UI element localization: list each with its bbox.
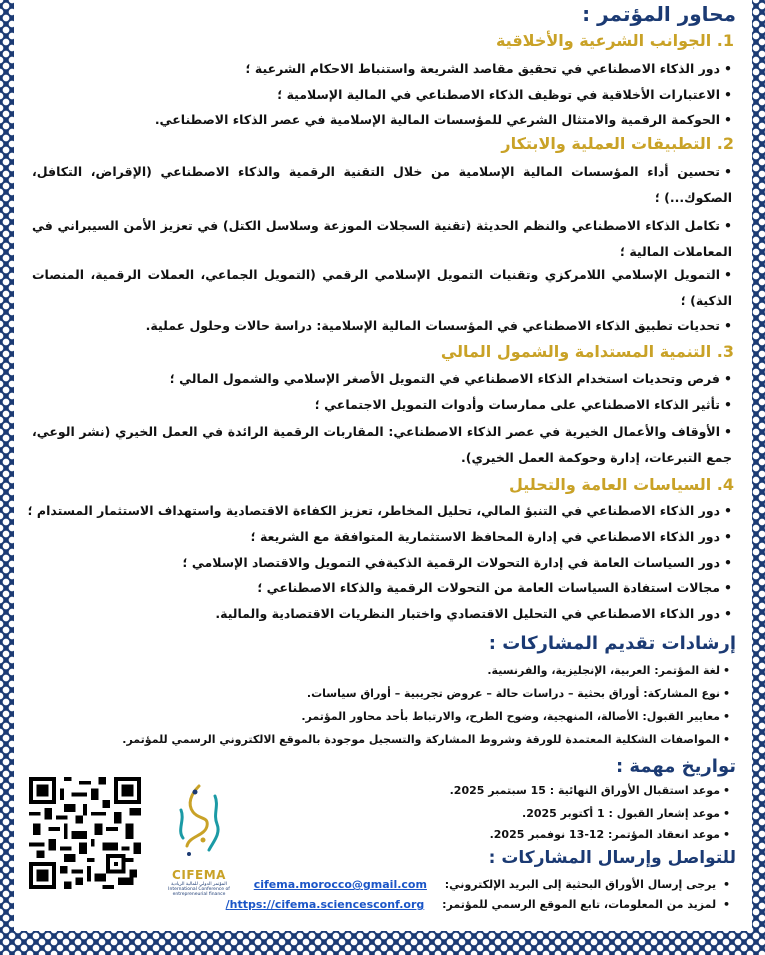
list-item: • موعد استقبال الأوراق النهائية : 15 سبتمبر 2025. bbox=[450, 780, 730, 802]
guidelines-heading: إرشادات تقديم المشاركات : bbox=[488, 633, 736, 654]
list-item: • فرص وتحديات استخدام الذكاء الاصطناعي في التمويل الأصغر الإسلامي والشمول المالي ؛ bbox=[170, 366, 732, 392]
list-item: • التمويل الإسلامي اللامركزي وتقنيات التمويل الإسلامي الرقمي (التمويل الجماعي، العملات الرقمية، المنصات الذكية) ؛ bbox=[32, 262, 732, 314]
section-2-title: 2. التطبيقات العملية والابتكار bbox=[501, 134, 734, 153]
flyer-page bbox=[14, 0, 752, 931]
section-1-title: 1. الجوانب الشرعية والأخلاقية bbox=[495, 31, 734, 50]
contact-heading: للتواصل وإرسال المشاركات : bbox=[488, 848, 736, 868]
list-item: • تكامل الذكاء الاصطناعي والنظم الحديثة (تقنية السجلات الموزعة وسلاسل الكتل) في تعزيز الأمن السيبراني في المعاملات المالية ؛ bbox=[32, 213, 732, 265]
logo-calligraphy-icon bbox=[169, 780, 229, 862]
list-item: • دور الذكاء الاصطناعي في التحليل الاقتصادي واختبار النظريات الاقتصادية والمالية. bbox=[215, 601, 732, 627]
qr-code-icon bbox=[29, 774, 141, 892]
logo-acronym: CIFEMA bbox=[172, 868, 226, 882]
email-label: يرجى إرسال الأوراق البحثية إلى البريد الإلكتروني: bbox=[444, 878, 717, 891]
section-4-title: 4. السياسات العامة والتحليل bbox=[508, 475, 734, 494]
list-item: • دور السياسات العامة في إدارة التحولات الرقمية الذكيةفي التمويل والاقتصاد الإسلامي ؛ bbox=[183, 550, 733, 576]
site-label: لمزيد من المعلومات، تابع الموقع الرسمي للمؤتمر: bbox=[442, 898, 717, 911]
list-item: • دور الذكاء الاصطناعي في تحقيق مقاصد الشريعة واستنباط الاحكام الشرعية ؛ bbox=[246, 56, 732, 82]
list-item: • مجالات استفادة السياسات العامة من التحولات الرقمية والذكاء الاصطناعي ؛ bbox=[257, 575, 732, 601]
list-item: • تأثير الذكاء الاصطناعي على ممارسات وأدوات التمويل الاجتماعي ؛ bbox=[315, 392, 732, 418]
logo-subtitle-en: International Conference of entrepreneurial finance bbox=[168, 887, 230, 897]
list-item: • لغة المؤتمر: العربية، الإنجليزية، والفرنسية. bbox=[487, 660, 730, 682]
cifema-logo bbox=[164, 780, 234, 906]
website-link[interactable]: https://cifema.sciencesconf.org/ bbox=[225, 898, 425, 911]
dates-heading: تواريخ مهمة : bbox=[615, 756, 736, 777]
list-item: • نوع المشاركة: أوراق بحثية – دراسات حالة – عروض تجريبية – أوراق سياسات. bbox=[307, 683, 730, 705]
list-item: • تحسين أداء المؤسسات المالية الإسلامية من خلال التقنية الرقمية والذكاء الاصطناعي (الإقراض، التكافل، الصكوك...) ؛ bbox=[32, 159, 732, 211]
list-item: • الأوقاف والأعمال الخيرية في عصر الذكاء الاصطناعي: المقاربات الرقمية الرائدة في العمل الخيري (نشر الوعي، جمع التبرعات، إدارة وحوكمة العمل الخيري). bbox=[32, 419, 732, 471]
list-item: • دور الذكاء الاصطناعي في التنبؤ المالي، تحليل المخاطر، تعزيز الكفاءة الاقتصادية واستهداف الاستثمار المستدام ؛ bbox=[28, 498, 732, 524]
list-item: • معايير القبول: الأصالة، المنهجية، وضوح الطرح، والارتباط بأحد محاور المؤتمر. bbox=[301, 706, 730, 728]
section-3-title: 3. التنمية المستدامة والشمول المالي bbox=[440, 342, 734, 361]
list-item: • تحديات تطبيق الذكاء الاصطناعي في المؤسسات المالية الإسلامية: دراسة حالات وحلول عملية. bbox=[146, 313, 732, 339]
email-link[interactable]: cifema.morocco@gmail.com bbox=[253, 878, 427, 891]
list-item: • دور الذكاء الاصطناعي في إدارة المحافظ الاستثمارية المتوافقة مع الشريعة ؛ bbox=[251, 524, 732, 550]
site-line bbox=[226, 898, 730, 911]
list-item: • موعد إشعار القبول : 1 أكتوبر 2025. bbox=[522, 803, 730, 825]
email-line bbox=[254, 878, 730, 891]
logo-subtitle-ar: المؤتمر الدولي للمالية الريادية bbox=[171, 882, 227, 887]
list-item: • المواصفات الشكلية المعتمدة للورقة وشروط المشاركة والتسجيل موجودة بالموقع الالكتروني الرسمي للمؤتمر. bbox=[122, 729, 730, 751]
list-item: • الاعتبارات الأخلاقية في توظيف الذكاء الاصطناعي في المالية الإسلامية ؛ bbox=[277, 82, 732, 108]
axes-heading: محاور المؤتمر : bbox=[582, 2, 736, 26]
list-item: • الحوكمة الرقمية والامتثال الشرعي للمؤسسات المالية الإسلامية في عصر الذكاء الاصطناعي. bbox=[155, 107, 732, 133]
list-item: • موعد انعقاد المؤتمر: 12-13 نوفمبر 2025. bbox=[490, 824, 730, 846]
